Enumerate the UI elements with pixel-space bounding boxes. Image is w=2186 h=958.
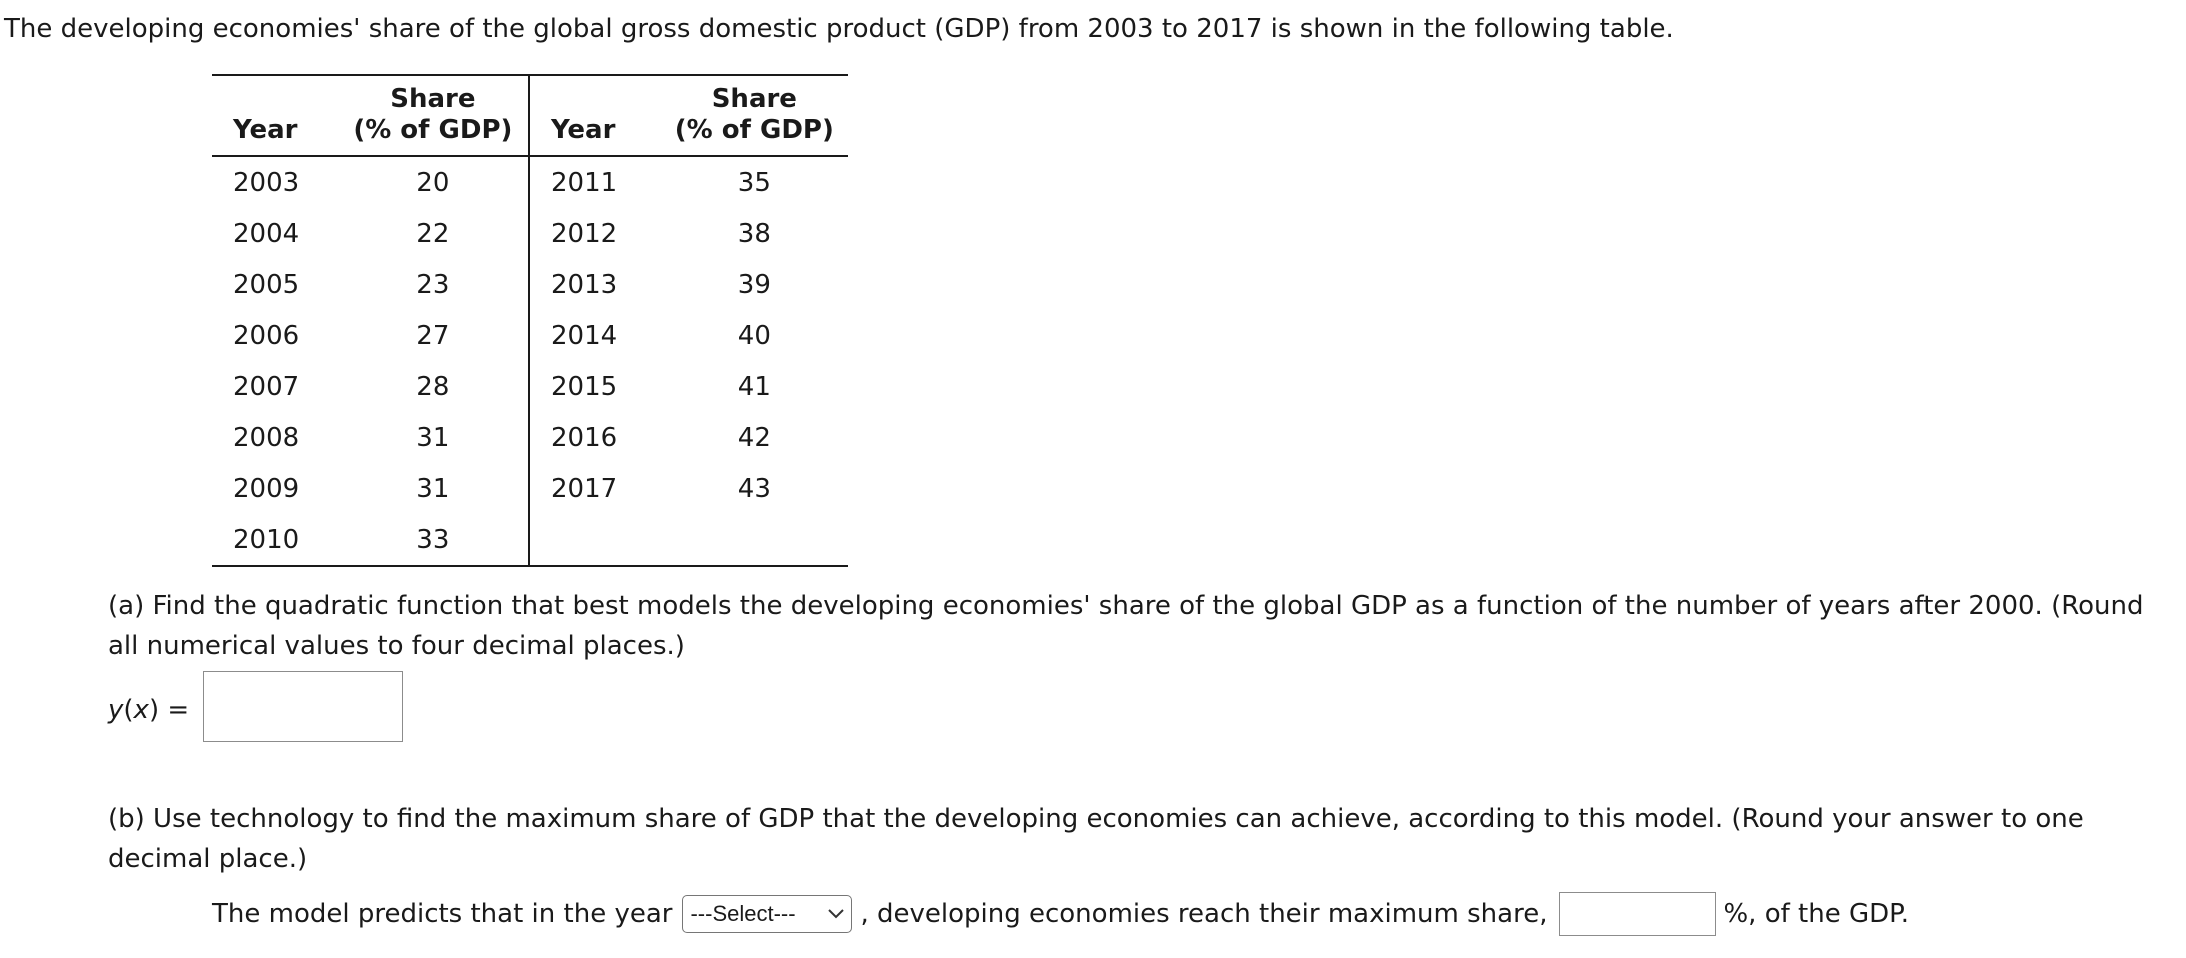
table-row [212, 259, 848, 310]
table-row [212, 361, 848, 412]
year-cell: 2017 [529, 463, 661, 514]
share-cell: 33 [416, 524, 450, 555]
chevron-down-icon [827, 908, 845, 920]
share-cell: 35 [737, 167, 771, 198]
share-cell: 31 [416, 473, 450, 504]
year-cell: 2015 [529, 361, 661, 412]
col-header-year-right: Year [529, 75, 661, 156]
col-header-share-left: Share (% of GDP) [338, 75, 529, 156]
intro-text: The developing economies' share of the global gross domestic product (GDP) from 2003 to 2017 is shown in the following table. [4, 14, 1674, 44]
year-cell: 2007 [233, 371, 300, 402]
year-cell: 2009 [233, 473, 300, 504]
share-cell: 40 [737, 320, 771, 351]
year-cell: 2016 [529, 412, 661, 463]
year-cell: 2005 [233, 269, 300, 300]
year-cell: 2008 [233, 422, 300, 453]
year-cell: 2003 [233, 167, 300, 198]
share-cell: 38 [737, 218, 771, 249]
share-cell: 27 [416, 320, 450, 351]
table-row [212, 463, 848, 514]
prediction-text-start: The model predicts that in the year [212, 899, 673, 929]
col-header-year-left: Year [212, 75, 338, 156]
year-cell: 2010 [233, 524, 300, 555]
year-cell: 2013 [529, 259, 661, 310]
year-select-value: ---Select--- [690, 901, 796, 926]
year-cell: 2011 [529, 156, 661, 208]
year-select[interactable] [682, 895, 852, 933]
table-row [212, 310, 848, 361]
table-row [212, 156, 848, 208]
part-b-question: (b) Use technology to find the maximum share of GDP that the developing economies can achieve, according to this model. (Round your answer to one decimal place.) [108, 804, 2084, 874]
share-cell: 31 [416, 422, 450, 453]
prediction-sentence [212, 892, 1909, 936]
share-cell: 23 [416, 269, 450, 300]
year-cell: 2012 [529, 208, 661, 259]
quadratic-function-input[interactable] [203, 671, 403, 742]
gdp-share-table [212, 74, 848, 567]
prediction-text-end: %, of the GDP. [1723, 899, 1910, 929]
year-cell: 2004 [233, 218, 300, 249]
year-cell [529, 514, 661, 566]
table-row [212, 412, 848, 463]
share-cell: 43 [737, 473, 771, 504]
share-cell: 20 [416, 167, 450, 198]
share-cell [661, 514, 848, 566]
year-cell: 2014 [529, 310, 661, 361]
part-a-question: (a) Find the quadratic function that best models the developing economies' share of the global GDP as a function of the number of years after 2000. (Round all numerical values to four decimal places.) [108, 591, 2144, 661]
year-cell: 2006 [233, 320, 300, 351]
share-cell: 28 [416, 371, 450, 402]
table-row [212, 514, 848, 566]
share-cell: 22 [416, 218, 450, 249]
function-label: y(x) = [108, 695, 190, 725]
prediction-text-middle: , developing economies reach their maximum share, [860, 899, 1548, 929]
col-header-share-right: Share (% of GDP) [661, 75, 848, 156]
table-row [212, 208, 848, 259]
table-header-row [212, 75, 848, 156]
share-cell: 39 [737, 269, 771, 300]
share-cell: 42 [737, 422, 771, 453]
share-cell: 41 [737, 371, 771, 402]
max-share-input[interactable] [1559, 892, 1716, 936]
